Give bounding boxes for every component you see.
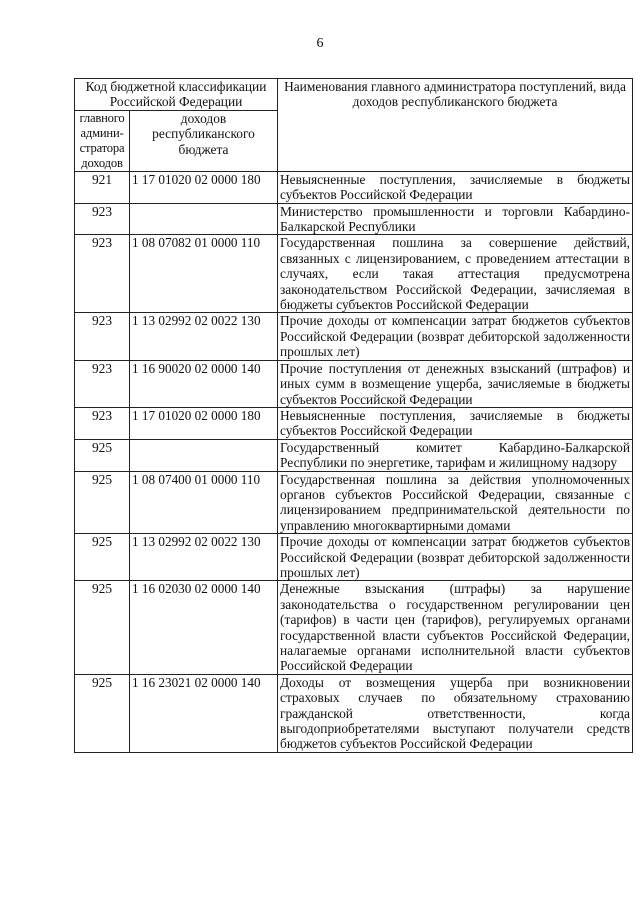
income-code-cell <box>130 203 278 235</box>
admin-code-cell: 921 <box>75 171 130 203</box>
table-row <box>75 439 633 471</box>
table-row <box>75 235 633 313</box>
income-name-cell: Невыясненные поступления, зачисляемые в бюджеты субъектов Российской Федерации <box>278 171 633 203</box>
admin-code-cell: 923 <box>75 407 130 439</box>
page-number: 6 <box>316 36 324 51</box>
admin-code-cell: 925 <box>75 439 130 471</box>
income-name-cell: Прочие доходы от компенсации затрат бюджетов субъектов Российской Федерации (возврат дебиторской задолженности прошлых лет) <box>278 534 633 581</box>
table-row <box>75 360 633 407</box>
admin-code-cell: 925 <box>75 471 130 534</box>
income-code-cell: 1 17 01020 02 0000 180 <box>130 407 278 439</box>
income-name-cell: Денежные взыскания (штрафы) за нарушение законодательства о государственном регулировании цен (тарифов) в части цен (тарифов), регулируемых органами государственной власти субъектов Российской Федерации, налагаемые органами исполнительной власти субъектов Российской Федерации <box>278 581 633 674</box>
income-name-cell: Прочие поступления от денежных взысканий (штрафов) и иных сумм в возмещение ущерба, зачисляемые в бюджеты субъектов Российской Федерации <box>278 360 633 407</box>
admin-code-cell: 925 <box>75 674 130 752</box>
income-code-cell: 1 16 02030 02 0000 140 <box>130 581 278 674</box>
table-row <box>75 674 633 752</box>
income-column-header: доходов республиканского бюджета <box>130 110 278 171</box>
table-row <box>75 407 633 439</box>
income-code-cell: 1 17 01020 02 0000 180 <box>130 171 278 203</box>
table-row <box>75 581 633 674</box>
budget-classification-table <box>74 78 633 753</box>
header-row-top <box>75 79 633 111</box>
income-name-cell: Государственная пошлина за совершение действий, связанных с лицензированием, с проведением аттестации в случаях, если такая аттестация предусмотрена законодательством Российской Федерации, зачисляемая в бюджеты субъектов Российской Федерации <box>278 235 633 313</box>
income-name-cell: Государственная пошлина за действия уполномоченных органов субъектов Российской Федерации, связанные с лицензированием предпринимательской деятельности по управлению многоквартирными домами <box>278 471 633 534</box>
income-code-cell: 1 08 07400 01 0000 110 <box>130 471 278 534</box>
table-body <box>75 171 633 752</box>
income-code-cell: 1 13 02992 02 0022 130 <box>130 313 278 360</box>
admin-column-header: главного админи-стратора доходов <box>75 110 130 171</box>
income-name-cell: Невыясненные поступления, зачисляемые в бюджеты субъектов Российской Федерации <box>278 407 633 439</box>
admin-code-cell: 925 <box>75 534 130 581</box>
income-name-cell: Доходы от возмещения ущерба при возникновении страховых случаев по обязательному страхованию гражданской ответственности, когда выгодоприобретателями выступают получатели средств бюджетов субъектов Российской Федерации <box>278 674 633 752</box>
admin-code-cell: 923 <box>75 313 130 360</box>
admin-code-cell: 923 <box>75 203 130 235</box>
income-code-cell: 1 08 07082 01 0000 110 <box>130 235 278 313</box>
income-code-cell: 1 16 90020 02 0000 140 <box>130 360 278 407</box>
income-code-cell: 1 13 02992 02 0022 130 <box>130 534 278 581</box>
income-code-cell <box>130 439 278 471</box>
admin-code-cell: 923 <box>75 235 130 313</box>
name-column-header: Наименования главного администратора поступлений, вида доходов республиканского бюджета <box>278 79 633 172</box>
income-name-cell: Государственный комитет Кабардино-Балкарской Республики по энергетике, тарифам и жилищному надзору <box>278 439 633 471</box>
table-header <box>75 79 633 172</box>
table-row <box>75 203 633 235</box>
table-row <box>75 534 633 581</box>
table-row <box>75 471 633 534</box>
admin-code-cell: 925 <box>75 581 130 674</box>
admin-code-cell: 923 <box>75 360 130 407</box>
income-name-cell: Министерство промышленности и торговли Кабардино-Балкарской Республики <box>278 203 633 235</box>
table-row <box>75 313 633 360</box>
income-code-cell: 1 16 23021 02 0000 140 <box>130 674 278 752</box>
table-row <box>75 171 633 203</box>
income-name-cell: Прочие доходы от компенсации затрат бюджетов субъектов Российской Федерации (возврат дебиторской задолженности прошлых лет) <box>278 313 633 360</box>
kbk-header: Код бюджетной классификации Российской Федерации <box>75 79 278 111</box>
